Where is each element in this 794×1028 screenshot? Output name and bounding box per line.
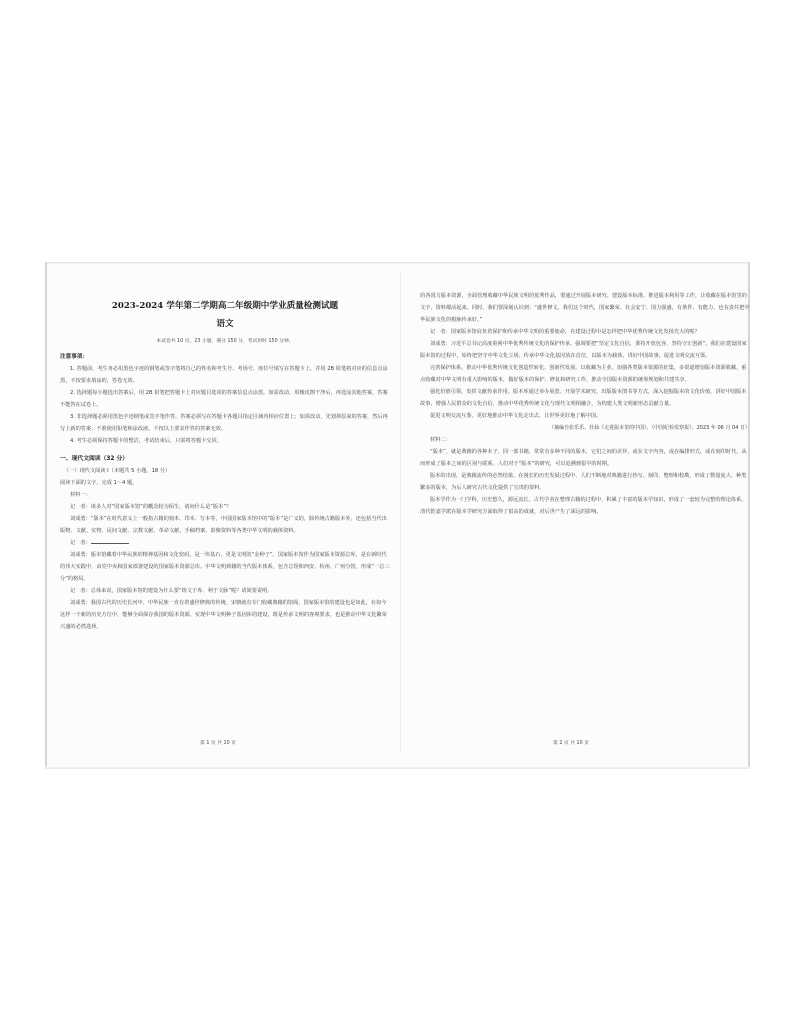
- body-paragraph: 记 者：国家版本馆肩负着保护和传承中华文明的重要使命，在建设过程中是怎样把中华优秀传统文化发扬光大的呢？: [430, 329, 700, 335]
- dialogue-line: 刘成勇：“版本”在时代意义上一般指古籍的刻本、印本、写本等，中国国家版本馆中的“版本”是广义的，除传统古籍版本外，还包括当代出版物、文献、实物、民间文献、宗教文献、革命文献、手稿档案、影像资料等各类中华文明的载体资料。: [60, 516, 387, 534]
- exam-meta: 本试卷共 10 页，23 小题，满分 150 分，考试用时 150 分钟。: [156, 339, 294, 344]
- notice-heading: 注意事项：: [60, 354, 88, 360]
- body-paragraph: 完善保护体系，推动中华优秀传统文化创造性转化、创新性发展。以收藏为主业，加强各类版本资源的征集，多渠道增加版本资源收藏，重点收藏对中华文明有重大影响的版本，做好版本的保护、修复和研究工作，推动全国版本资源的统筹规划和共建共享。: [420, 365, 747, 383]
- page-divider: [400, 272, 401, 752]
- body-paragraph: 版本的出现，是典籍流传的必然结果。在漫长的历史发展过程中，人们不断地对典籍进行抄写、刻印、整理和校勘，形成了数量庞大、种类繁多的版本，为后人研究古代文化提供了宝贵的资料。: [420, 473, 747, 491]
- instruction: 阅读下面的文字，完成 1～4 题。: [60, 480, 138, 486]
- notice-item: 3. 非选择题必须用黑色字迹钢笔或签字笔作答，答案必须写在答题卡各题目指定区域内相应位置上；如需改动，先划掉原来的答案，然后再写上新的答案；不准使用铅笔和涂改液。不按以上要求作答的答案无效。: [60, 414, 388, 432]
- dialogue-line: 记 者：谈多人对“国家版本馆”的概念较为陌生，请问什么是“版本”？: [70, 504, 232, 510]
- page-number: 第 1 页 共 10 页: [200, 741, 236, 746]
- dialogue-speaker: 记 者：: [70, 540, 91, 546]
- body-paragraph: 促进文明交流互鉴，更好地推动中华文化走出去，让世界更好地了解中国。: [430, 413, 602, 419]
- body-paragraph: 版本学作为一门学科，历史悠久，源远流长。古代学者在整理古籍的过程中，积累了丰富的版本学知识，形成了一套较为完整的理论体系。清代乾嘉学派在版本学研究方面取得了很高的成就，对后世产生了深远的影响。: [420, 497, 747, 515]
- sheet-left-edge: [45, 262, 47, 767]
- body-paragraph: 的各国力版本资源，全面管理收藏中华民族文明的优秀作品，要通过开展版本研究、建设版本标准、推进版本利用等工作，让收藏在版本馆里的文字、资料都活起来。同时，我们要深刻认识到：“盛世修文，我们这个时代，国家繁荣、社会安宁、国力强盛，有条件、有能力，也有责任把中华民族文化的根脉传承好。”: [420, 293, 750, 323]
- answer-blank: [91, 537, 129, 544]
- exam-title: 2023-2024 学年第二学期高二年级期中学业质量检测试题: [111, 301, 339, 311]
- notice-item: 4. 考生必须保持答题卡的整洁，考试结束后，只需将答题卡交回。: [70, 438, 222, 444]
- material-label: 材料二：: [430, 437, 451, 443]
- body-paragraph: 强化价值引领，发挥文献传承作用。版本库通过举办展览、开展学术研究、出版版本图书等方式，深入挖掘版本的文化价值，讲好中国版本故事，增强人民群众的文化自信，推动中华优秀传统文化与现代文明相融合，为构建人类文明新形态贡献力量。: [420, 389, 747, 407]
- exam-subject: 语文: [216, 319, 234, 329]
- section-heading: 一、现代文阅读（32 分）: [60, 456, 129, 462]
- source-citation: （摘编自张乐乐、杜仙《走进版本里的中国》，《中国纪检监察报》，2023 年 06 月 04 日）: [549, 425, 750, 431]
- notice-item: 1. 答题前，考生务必用黑色字迹的钢笔或签字笔将自己的姓名和考生号、考场号、座位号填写在答题卡上，并用 2B 铅笔将对应的信息点涂黑，不按要求填涂的，答卷无效。: [60, 366, 388, 384]
- left-page: [60, 285, 390, 633]
- dialogue-line: [60, 537, 390, 549]
- dialogue-line: 刘成勇：我国古代的历史长河中，中华民族一直有着盛世修典的传统。宋朝就有专门收藏典籍的馆阁，国家版本馆的建设也是如此，在如今这样一个新的历史方位中，能够全面保存我国的版本资源，实现中华文明种子基因库的建设，既是传承文明的客观要求，也是推动中华文化繁荣兴盛的必然选择。: [60, 600, 387, 630]
- right-page: [420, 290, 750, 518]
- body-paragraph: “版本”，就是典籍的各种本子。同一部书籍，常常有多种不同的版本，它们之间的差异，或在文字内容，或在编排形式，或在刻印时代，从而形成了版本之间的区别与联系。人们对于“版本”的研究，可以追溯到很早的时期。: [420, 449, 747, 467]
- body-paragraph: 刘成勇：习近平总书记高度重视中华优秀传统文化的保护传承，强调要把“坚定文化自信，秉持开放包容，坚持守正创新”。我们在建设国家版本馆的过程中，始终把坚守中华文化立场、传承中华文化基因放在首位，以版本为载体，讲好中国故事，促进文明交流互鉴。: [420, 341, 747, 359]
- notice-item: 2. 选择题每小题选出答案后，用 2B 铅笔把答题卡上对应题目选项的答案信息点涂黑，如需改动，用橡皮擦干净后，再选涂其他答案，答案不能答在试卷上。: [60, 390, 388, 408]
- dialogue-line: 刘成勇：版本馆藏着中华民族的精神基因和文化密码，是一块基石，更是文明的“金种子”。国家版本馆作为国家版本资源总库，是在新时代的伟大实践中，由党中央和国家部署建设的国家版本资源总库。中华文明典籍的当代版本体系，包含总馆和西安、杭州、广州分馆，形成“一总三分”的格局。: [60, 552, 390, 582]
- sub-heading: （一）现代文阅读 I（本题共 5 小题，18 分）: [64, 468, 171, 474]
- dialogue-line: 记 者：总体来说，国家版本馆的建设为什么要“铸文于库、利于文脉”呢？请简要说明。: [70, 588, 273, 594]
- page-number: 第 2 页 共 10 页: [553, 741, 589, 746]
- material-label: 材料一：: [70, 492, 91, 498]
